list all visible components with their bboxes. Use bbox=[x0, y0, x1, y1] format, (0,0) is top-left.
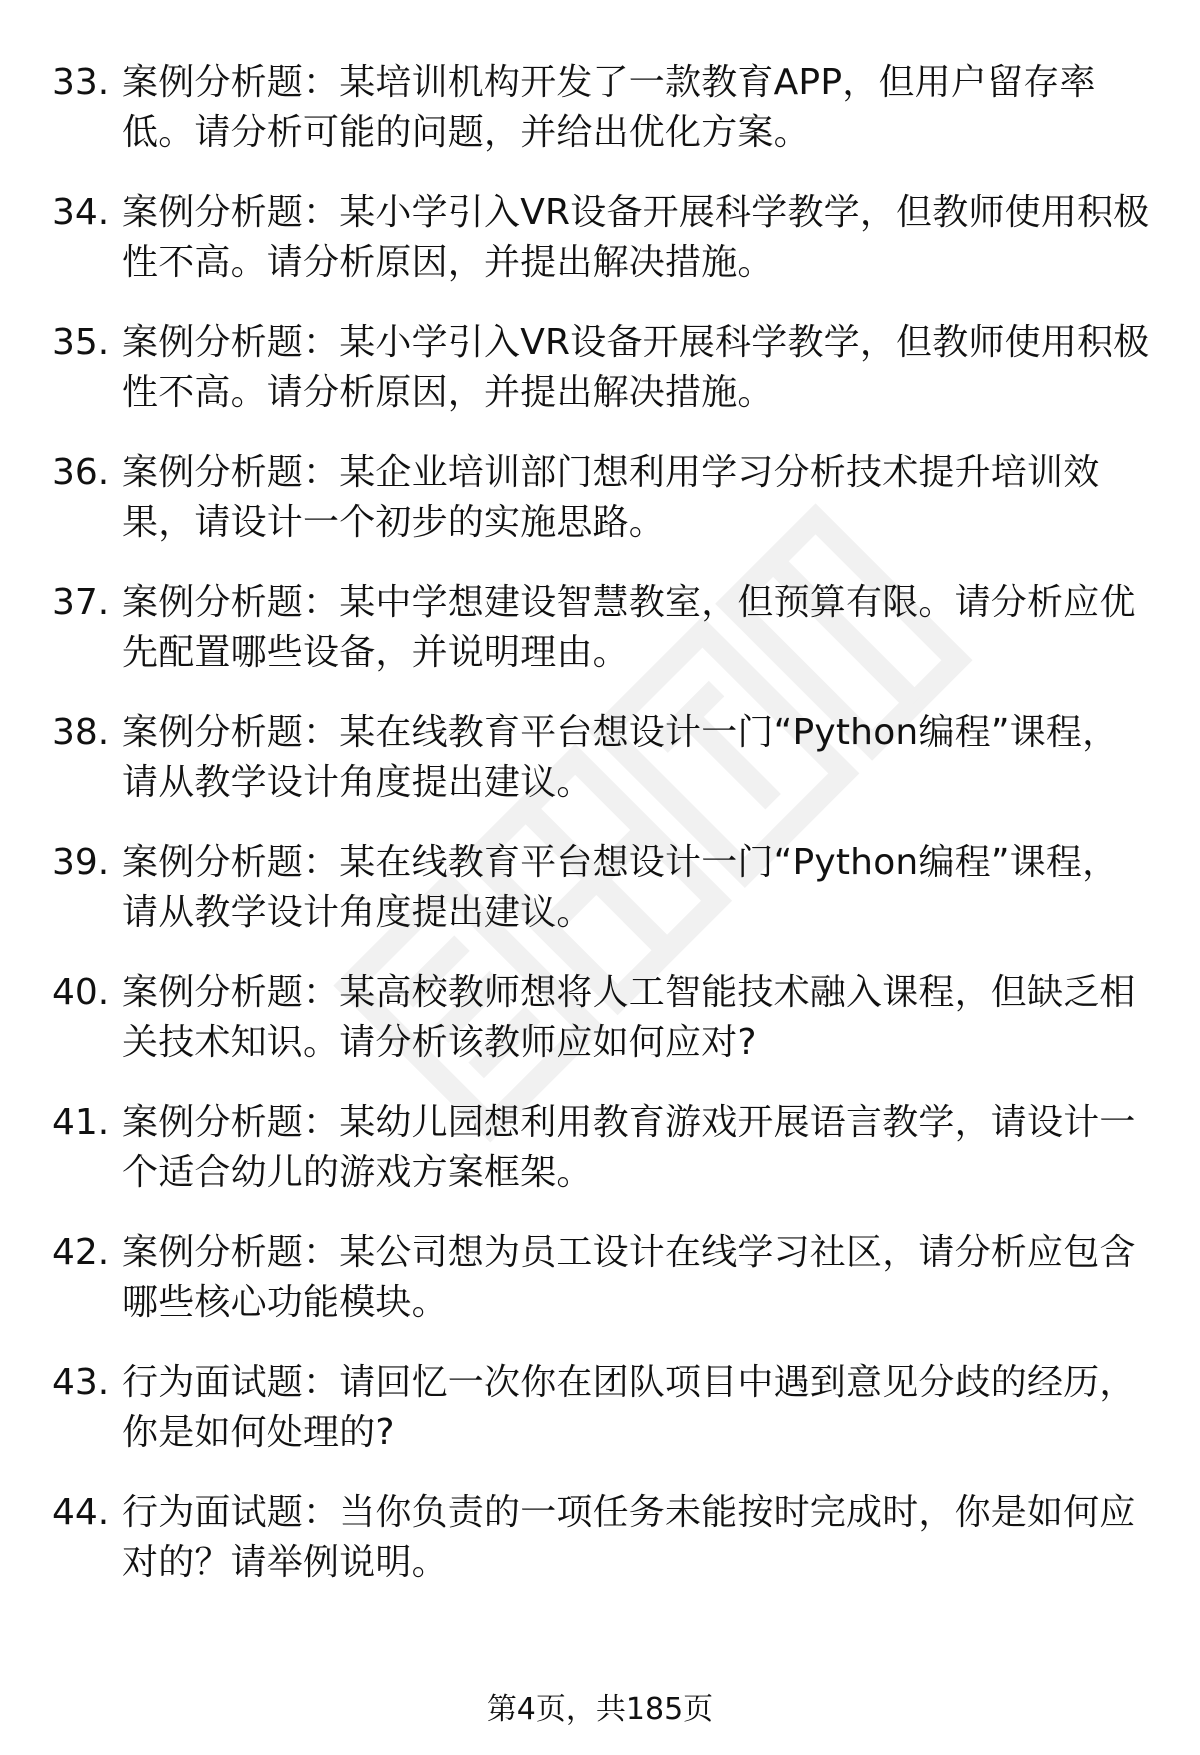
question-item bbox=[52, 58, 1162, 188]
question-item bbox=[52, 838, 1162, 968]
question-number: 33. bbox=[52, 62, 110, 103]
question-list bbox=[52, 58, 1162, 1618]
question-text: 案例分析题：某培训机构开发了一款教育APP，但用户留存率低。请分析可能的问题，并给出优化方案。 bbox=[122, 62, 1096, 153]
question-number: 44. bbox=[52, 1492, 110, 1533]
question-text: 行为面试题：当你负责的一项任务未能按时完成时，你是如何应对的？请举例说明。 bbox=[122, 1492, 1136, 1583]
question-number: 37. bbox=[52, 582, 110, 623]
page-number-footer: 第4页，共185页 bbox=[486, 1692, 714, 1727]
question-text: 案例分析题：某公司想为员工设计在线学习社区，请分析应包含哪些核心功能模块。 bbox=[122, 1232, 1136, 1323]
question-text: 案例分析题：某幼儿园想利用教育游戏开展语言教学，请设计一个适合幼儿的游戏方案框架。 bbox=[122, 1102, 1136, 1193]
question-text: 案例分析题：某企业培训部门想利用学习分析技术提升培训效果，请设计一个初步的实施思路。 bbox=[122, 452, 1100, 543]
question-text: 案例分析题：某中学想建设智慧教室，但预算有限。请分析应优先配置哪些设备，并说明理由。 bbox=[122, 582, 1136, 673]
question-item bbox=[52, 1098, 1162, 1228]
question-item bbox=[52, 578, 1162, 708]
question-number: 34. bbox=[52, 192, 110, 233]
question-number: 35. bbox=[52, 322, 110, 363]
question-item bbox=[52, 188, 1162, 318]
question-number: 40. bbox=[52, 972, 110, 1013]
question-text: 案例分析题：某在线教育平台想设计一门“Python编程”课程，请从教学设计角度提出建议。 bbox=[122, 712, 1119, 803]
question-item bbox=[52, 448, 1162, 578]
question-item bbox=[52, 968, 1162, 1098]
question-text: 案例分析题：某小学引入VR设备开展科学教学，但教师使用积极性不高。请分析原因，并提出解决措施。 bbox=[122, 322, 1150, 413]
question-number: 36. bbox=[52, 452, 110, 493]
question-item bbox=[52, 708, 1162, 838]
question-item bbox=[52, 1228, 1162, 1358]
question-number: 38. bbox=[52, 712, 110, 753]
question-text: 行为面试题：请回忆一次你在团队项目中遇到意见分歧的经历，你是如何处理的? bbox=[122, 1362, 1136, 1453]
question-number: 43. bbox=[52, 1362, 110, 1403]
question-text: 案例分析题：某小学引入VR设备开展科学教学，但教师使用积极性不高。请分析原因，并提出解决措施。 bbox=[122, 192, 1150, 283]
question-number: 41. bbox=[52, 1102, 110, 1143]
question-item bbox=[52, 318, 1162, 448]
question-number: 42. bbox=[52, 1232, 110, 1273]
question-number: 39. bbox=[52, 842, 110, 883]
question-item bbox=[52, 1488, 1162, 1618]
question-item bbox=[52, 1358, 1162, 1488]
question-text: 案例分析题：某在线教育平台想设计一门“Python编程”课程，请从教学设计角度提出建议。 bbox=[122, 842, 1119, 933]
question-text: 案例分析题：某高校教师想将人工智能技术融入课程，但缺乏相关技术知识。请分析该教师应如何应对? bbox=[122, 972, 1136, 1063]
